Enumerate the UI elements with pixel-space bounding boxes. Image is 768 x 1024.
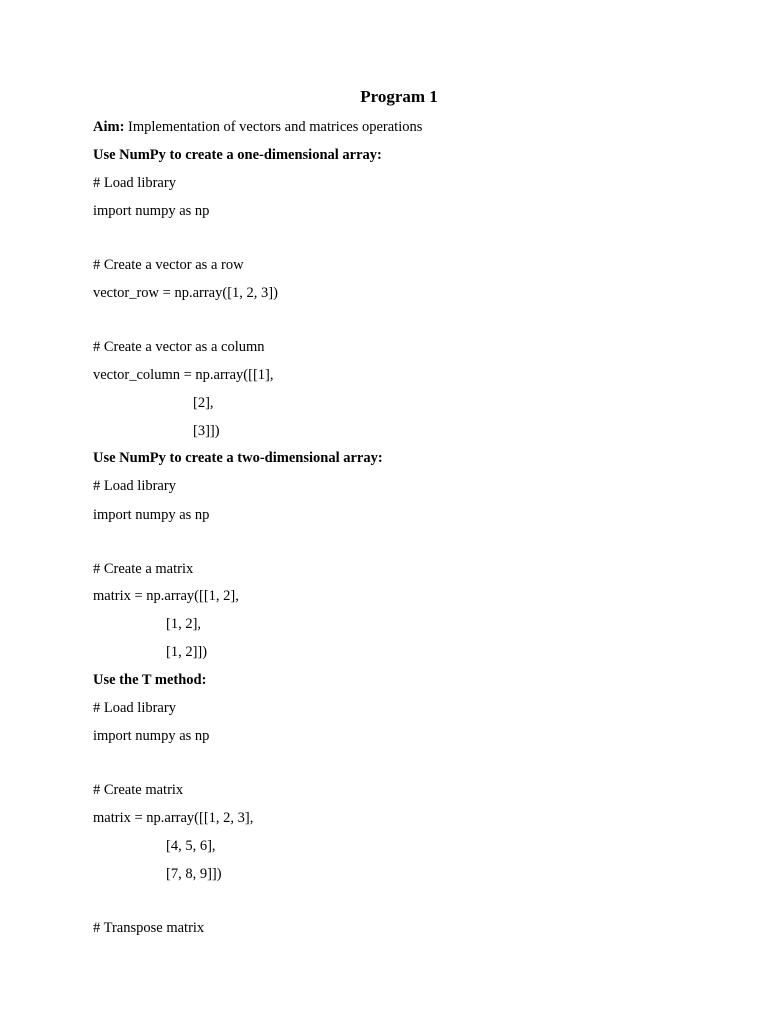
code-line: [1, 2], <box>166 616 202 632</box>
code-line: # Load library <box>93 700 176 716</box>
code-line: [3]]) <box>193 423 220 439</box>
code-line: [1, 2]]) <box>166 644 208 660</box>
code-line: [7, 8, 9]]) <box>166 866 222 882</box>
code-line: import numpy as np <box>93 203 210 219</box>
code-line: # Create a matrix <box>93 561 194 577</box>
aim-line <box>93 118 422 136</box>
code-line: # Load library <box>93 478 176 494</box>
aim-text: Implementation of vectors and matrices operations <box>124 119 423 135</box>
section1-heading: Use NumPy to create a one-dimensional array: <box>93 147 382 163</box>
code-line: vector_column = np.array([[1], <box>93 367 274 383</box>
section2-heading: Use NumPy to create a two-dimensional array: <box>93 450 383 466</box>
code-line: # Create a vector as a row <box>93 257 244 273</box>
page-title-text: Program 1 <box>360 87 438 106</box>
code-line: vector_row = np.array([1, 2, 3]) <box>93 285 278 301</box>
section3-heading: Use the T method: <box>93 672 207 688</box>
code-line: matrix = np.array([[1, 2], <box>93 588 239 604</box>
code-line: [4, 5, 6], <box>166 838 216 854</box>
code-line: import numpy as np <box>93 728 210 744</box>
code-line: # Create a vector as a column <box>93 339 265 355</box>
code-line: # Create matrix <box>93 782 184 798</box>
code-line: # Load library <box>93 175 176 191</box>
code-line: matrix = np.array([[1, 2, 3], <box>93 810 254 826</box>
page-title <box>0 87 768 107</box>
aim-label: Aim: <box>93 119 125 135</box>
code-line: import numpy as np <box>93 507 210 523</box>
code-line: # Transpose matrix <box>93 920 205 936</box>
code-line: [2], <box>193 395 214 411</box>
